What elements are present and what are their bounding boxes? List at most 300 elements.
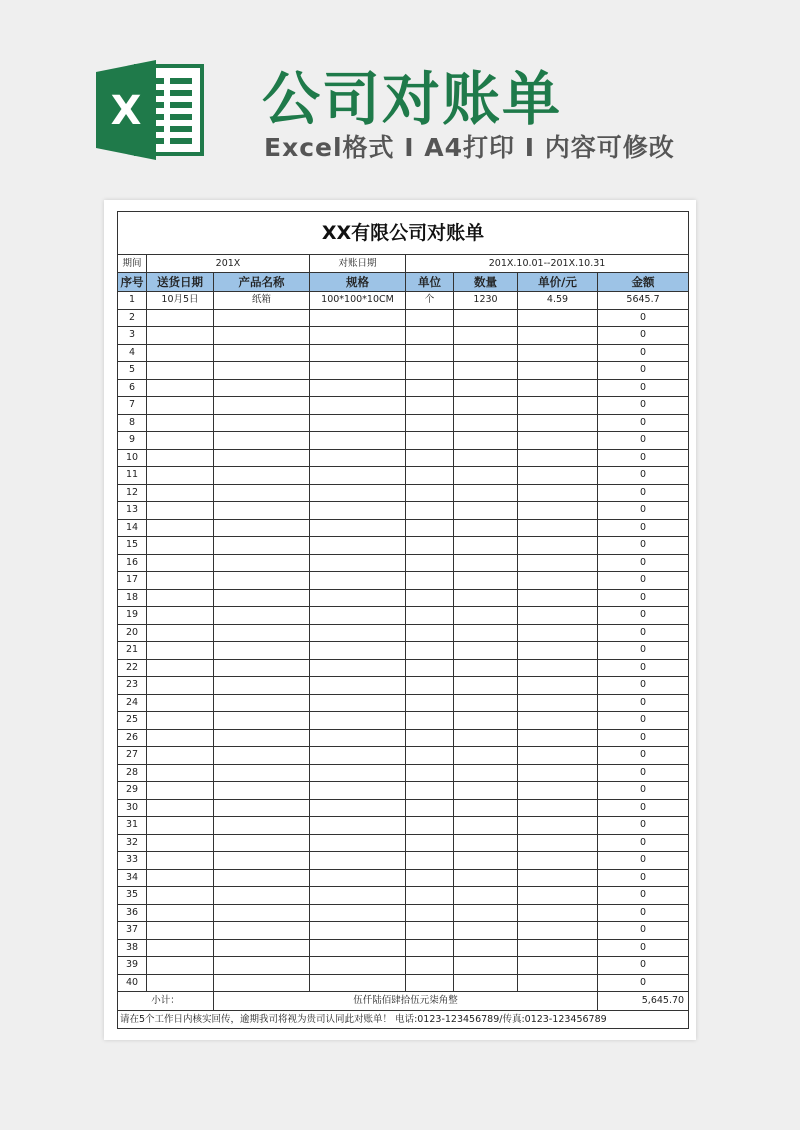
row-product[interactable] [214, 327, 310, 345]
row-product[interactable] [214, 974, 310, 992]
table-row [118, 974, 689, 992]
row-price[interactable] [518, 939, 598, 957]
row-product[interactable] [214, 397, 310, 415]
row-product[interactable] [214, 572, 310, 590]
row-unit[interactable] [406, 887, 454, 905]
row-spec[interactable] [310, 309, 406, 327]
row-unit[interactable] [406, 362, 454, 380]
page-header [0, 0, 800, 200]
row-date[interactable] [147, 589, 214, 607]
row-spec[interactable] [310, 607, 406, 625]
row-spec[interactable] [310, 344, 406, 362]
row-unit[interactable] [406, 607, 454, 625]
row-price[interactable] [518, 449, 598, 467]
row-spec[interactable] [310, 764, 406, 782]
row-date[interactable] [147, 484, 214, 502]
row-product[interactable] [214, 957, 310, 975]
row-date[interactable] [147, 397, 214, 415]
row-qty[interactable] [454, 309, 518, 327]
row-product[interactable] [214, 362, 310, 380]
row-amount: 0 [598, 379, 689, 397]
row-unit[interactable] [406, 939, 454, 957]
row-spec[interactable] [310, 817, 406, 835]
row-price[interactable] [518, 747, 598, 765]
row-price[interactable] [518, 712, 598, 730]
col-header-unit: 单位 [406, 273, 454, 292]
row-date[interactable] [147, 344, 214, 362]
row-date[interactable] [147, 957, 214, 975]
row-unit[interactable] [406, 397, 454, 415]
row-spec[interactable] [310, 467, 406, 485]
row-price[interactable] [518, 799, 598, 817]
sheet-title: XX有限公司对账单 [118, 212, 689, 255]
row-product[interactable] [214, 467, 310, 485]
row-product[interactable] [214, 414, 310, 432]
row-product[interactable] [214, 677, 310, 695]
row-price[interactable] [518, 537, 598, 555]
row-date[interactable] [147, 904, 214, 922]
row-spec[interactable] [310, 939, 406, 957]
row-qty[interactable] [454, 764, 518, 782]
row-date[interactable] [147, 537, 214, 555]
table-row [118, 922, 689, 940]
row-no: 27 [118, 747, 147, 765]
row-date[interactable] [147, 974, 214, 992]
row-product[interactable] [214, 712, 310, 730]
row-qty[interactable] [454, 467, 518, 485]
date-label: 对账日期 [310, 255, 406, 273]
table-row [118, 957, 689, 975]
row-spec[interactable] [310, 869, 406, 887]
row-spec[interactable] [310, 362, 406, 380]
row-unit[interactable] [406, 642, 454, 660]
row-spec[interactable] [310, 502, 406, 520]
row-product[interactable] [214, 729, 310, 747]
row-no: 22 [118, 659, 147, 677]
row-date[interactable] [147, 694, 214, 712]
table-row [118, 292, 689, 310]
row-product[interactable] [214, 869, 310, 887]
row-price[interactable] [518, 834, 598, 852]
row-no: 16 [118, 554, 147, 572]
row-qty[interactable] [454, 747, 518, 765]
row-price[interactable] [518, 397, 598, 415]
row-amount: 0 [598, 834, 689, 852]
row-qty[interactable] [454, 782, 518, 800]
row-unit[interactable] [406, 537, 454, 555]
row-spec[interactable] [310, 729, 406, 747]
row-date[interactable] [147, 379, 214, 397]
row-spec[interactable] [310, 327, 406, 345]
row-unit[interactable] [406, 852, 454, 870]
row-qty[interactable] [454, 449, 518, 467]
row-price[interactable] [518, 729, 598, 747]
row-date[interactable] [147, 659, 214, 677]
row-date[interactable] [147, 362, 214, 380]
row-unit[interactable] [406, 712, 454, 730]
row-product[interactable] [214, 432, 310, 450]
row-unit[interactable] [406, 729, 454, 747]
row-spec[interactable] [310, 432, 406, 450]
row-amount: 0 [598, 974, 689, 992]
row-qty[interactable] [454, 729, 518, 747]
row-price[interactable] [518, 782, 598, 800]
row-unit[interactable] [406, 957, 454, 975]
row-product[interactable] [214, 309, 310, 327]
row-spec[interactable] [310, 904, 406, 922]
row-product[interactable] [214, 922, 310, 940]
row-unit[interactable] [406, 659, 454, 677]
row-no: 23 [118, 677, 147, 695]
row-spec[interactable]: 100*100*10CM [310, 292, 406, 310]
table-row [118, 764, 689, 782]
row-unit[interactable] [406, 554, 454, 572]
row-price[interactable] [518, 379, 598, 397]
row-unit[interactable] [406, 817, 454, 835]
row-qty[interactable] [454, 432, 518, 450]
row-price[interactable] [518, 414, 598, 432]
row-qty[interactable] [454, 694, 518, 712]
row-unit[interactable]: 个 [406, 292, 454, 310]
row-spec[interactable] [310, 957, 406, 975]
row-product[interactable] [214, 589, 310, 607]
row-qty[interactable] [454, 397, 518, 415]
row-amount: 0 [598, 589, 689, 607]
row-qty[interactable] [454, 484, 518, 502]
row-spec[interactable] [310, 852, 406, 870]
row-product[interactable] [214, 817, 310, 835]
row-price[interactable] [518, 852, 598, 870]
row-price[interactable] [518, 694, 598, 712]
table-row [118, 344, 689, 362]
row-unit[interactable] [406, 502, 454, 520]
row-price[interactable] [518, 432, 598, 450]
row-qty[interactable] [454, 957, 518, 975]
row-unit[interactable] [406, 834, 454, 852]
table-row [118, 729, 689, 747]
row-qty[interactable] [454, 607, 518, 625]
row-date[interactable] [147, 572, 214, 590]
row-spec[interactable] [310, 379, 406, 397]
row-qty[interactable]: 1230 [454, 292, 518, 310]
row-spec[interactable] [310, 519, 406, 537]
row-qty[interactable] [454, 519, 518, 537]
row-date[interactable] [147, 467, 214, 485]
row-spec[interactable] [310, 554, 406, 572]
row-spec[interactable] [310, 694, 406, 712]
row-price[interactable] [518, 502, 598, 520]
page-title: 公司对账单 [262, 65, 563, 133]
col-header-qty: 数量 [454, 273, 518, 292]
row-amount: 5645.7 [598, 292, 689, 310]
row-product[interactable] [214, 379, 310, 397]
row-qty[interactable] [454, 327, 518, 345]
row-qty[interactable] [454, 362, 518, 380]
row-product[interactable] [214, 502, 310, 520]
row-product[interactable] [214, 554, 310, 572]
row-spec[interactable] [310, 397, 406, 415]
row-price[interactable] [518, 327, 598, 345]
row-product[interactable] [214, 642, 310, 660]
subtotal-row [118, 992, 689, 1011]
row-price[interactable] [518, 554, 598, 572]
row-no: 29 [118, 782, 147, 800]
row-price[interactable] [518, 484, 598, 502]
row-unit[interactable] [406, 694, 454, 712]
row-unit[interactable] [406, 589, 454, 607]
row-unit[interactable] [406, 379, 454, 397]
row-unit[interactable] [406, 414, 454, 432]
row-price[interactable] [518, 677, 598, 695]
row-amount: 0 [598, 554, 689, 572]
row-spec[interactable] [310, 449, 406, 467]
row-spec[interactable] [310, 642, 406, 660]
row-unit[interactable] [406, 624, 454, 642]
row-qty[interactable] [454, 712, 518, 730]
period-value[interactable]: 201X [147, 255, 310, 273]
row-product[interactable] [214, 449, 310, 467]
row-qty[interactable] [454, 379, 518, 397]
row-product[interactable] [214, 607, 310, 625]
row-date[interactable] [147, 624, 214, 642]
table-row [118, 432, 689, 450]
row-date[interactable] [147, 327, 214, 345]
row-product[interactable] [214, 694, 310, 712]
row-amount: 0 [598, 327, 689, 345]
row-unit[interactable] [406, 799, 454, 817]
row-qty[interactable] [454, 869, 518, 887]
row-spec[interactable] [310, 974, 406, 992]
row-amount: 0 [598, 467, 689, 485]
row-qty[interactable] [454, 554, 518, 572]
row-spec[interactable] [310, 537, 406, 555]
row-date[interactable] [147, 519, 214, 537]
table-row [118, 327, 689, 345]
row-price[interactable] [518, 467, 598, 485]
row-qty[interactable] [454, 922, 518, 940]
row-date[interactable] [147, 449, 214, 467]
row-price[interactable] [518, 607, 598, 625]
date-value[interactable]: 201X.10.01--201X.10.31 [406, 255, 689, 273]
row-product[interactable] [214, 834, 310, 852]
row-qty[interactable] [454, 537, 518, 555]
row-qty[interactable] [454, 624, 518, 642]
table-row [118, 677, 689, 695]
row-spec[interactable] [310, 572, 406, 590]
row-qty[interactable] [454, 572, 518, 590]
row-price[interactable] [518, 887, 598, 905]
row-spec[interactable] [310, 887, 406, 905]
row-qty[interactable] [454, 414, 518, 432]
row-amount: 0 [598, 922, 689, 940]
table-row [118, 799, 689, 817]
footer-note: 请在5个工作日内核实回传，逾期我司将视为贵司认同此对账单！ 电话:0123-123456789/传真:0123-123456789 [118, 1011, 689, 1029]
row-unit[interactable] [406, 344, 454, 362]
row-unit[interactable] [406, 974, 454, 992]
row-date[interactable] [147, 607, 214, 625]
row-date[interactable] [147, 747, 214, 765]
row-spec[interactable] [310, 799, 406, 817]
row-price[interactable] [518, 519, 598, 537]
row-qty[interactable] [454, 834, 518, 852]
row-unit[interactable] [406, 432, 454, 450]
row-no: 31 [118, 817, 147, 835]
row-product[interactable] [214, 852, 310, 870]
row-date[interactable] [147, 834, 214, 852]
row-product[interactable] [214, 537, 310, 555]
row-date[interactable] [147, 887, 214, 905]
row-product[interactable] [214, 764, 310, 782]
row-date[interactable] [147, 309, 214, 327]
row-unit[interactable] [406, 904, 454, 922]
row-spec[interactable] [310, 922, 406, 940]
row-unit[interactable] [406, 677, 454, 695]
row-date[interactable] [147, 869, 214, 887]
row-no: 15 [118, 537, 147, 555]
row-amount: 0 [598, 677, 689, 695]
statement-sheet [104, 200, 696, 1040]
row-date[interactable] [147, 554, 214, 572]
row-product[interactable] [214, 904, 310, 922]
row-date[interactable] [147, 817, 214, 835]
row-product[interactable]: 纸箱 [214, 292, 310, 310]
row-price[interactable] [518, 817, 598, 835]
table-row [118, 537, 689, 555]
row-no: 24 [118, 694, 147, 712]
table-row [118, 642, 689, 660]
table-row [118, 589, 689, 607]
col-header-product: 产品名称 [214, 273, 310, 292]
table-row [118, 397, 689, 415]
row-date[interactable] [147, 939, 214, 957]
row-spec[interactable] [310, 834, 406, 852]
row-spec[interactable] [310, 659, 406, 677]
row-qty[interactable] [454, 344, 518, 362]
row-price[interactable]: 4.59 [518, 292, 598, 310]
table-row [118, 379, 689, 397]
row-date[interactable] [147, 852, 214, 870]
row-date[interactable] [147, 712, 214, 730]
row-date[interactable] [147, 677, 214, 695]
row-spec[interactable] [310, 414, 406, 432]
row-price[interactable] [518, 904, 598, 922]
row-date[interactable] [147, 414, 214, 432]
row-no: 8 [118, 414, 147, 432]
row-price[interactable] [518, 957, 598, 975]
row-date[interactable] [147, 799, 214, 817]
row-qty[interactable] [454, 642, 518, 660]
row-spec[interactable] [310, 747, 406, 765]
row-unit[interactable] [406, 449, 454, 467]
row-unit[interactable] [406, 764, 454, 782]
row-price[interactable] [518, 974, 598, 992]
row-unit[interactable] [406, 484, 454, 502]
row-qty[interactable] [454, 817, 518, 835]
row-price[interactable] [518, 572, 598, 590]
row-date[interactable] [147, 764, 214, 782]
row-price[interactable] [518, 624, 598, 642]
row-unit[interactable] [406, 467, 454, 485]
row-spec[interactable] [310, 712, 406, 730]
row-price[interactable] [518, 869, 598, 887]
row-product[interactable] [214, 484, 310, 502]
row-qty[interactable] [454, 904, 518, 922]
row-amount: 0 [598, 309, 689, 327]
row-product[interactable] [214, 344, 310, 362]
row-price[interactable] [518, 764, 598, 782]
row-spec[interactable] [310, 484, 406, 502]
row-product[interactable] [214, 939, 310, 957]
row-product[interactable] [214, 887, 310, 905]
row-no: 37 [118, 922, 147, 940]
row-unit[interactable] [406, 869, 454, 887]
row-qty[interactable] [454, 677, 518, 695]
row-amount: 0 [598, 432, 689, 450]
row-date[interactable] [147, 922, 214, 940]
row-spec[interactable] [310, 624, 406, 642]
col-header-spec: 规格 [310, 273, 406, 292]
row-date[interactable] [147, 502, 214, 520]
row-unit[interactable] [406, 327, 454, 345]
row-no: 32 [118, 834, 147, 852]
row-date[interactable]: 10月5日 [147, 292, 214, 310]
row-price[interactable] [518, 589, 598, 607]
row-unit[interactable] [406, 922, 454, 940]
row-qty[interactable] [454, 974, 518, 992]
row-qty[interactable] [454, 852, 518, 870]
row-no: 36 [118, 904, 147, 922]
table-row [118, 624, 689, 642]
row-qty[interactable] [454, 799, 518, 817]
row-product[interactable] [214, 624, 310, 642]
row-no: 20 [118, 624, 147, 642]
row-no: 33 [118, 852, 147, 870]
row-price[interactable] [518, 344, 598, 362]
row-date[interactable] [147, 642, 214, 660]
row-product[interactable] [214, 519, 310, 537]
row-unit[interactable] [406, 309, 454, 327]
row-date[interactable] [147, 729, 214, 747]
row-unit[interactable] [406, 519, 454, 537]
row-no: 3 [118, 327, 147, 345]
row-spec[interactable] [310, 782, 406, 800]
row-product[interactable] [214, 659, 310, 677]
row-qty[interactable] [454, 887, 518, 905]
row-product[interactable] [214, 747, 310, 765]
row-date[interactable] [147, 782, 214, 800]
row-amount: 0 [598, 642, 689, 660]
row-amount: 0 [598, 397, 689, 415]
row-price[interactable] [518, 642, 598, 660]
row-qty[interactable] [454, 939, 518, 957]
row-qty[interactable] [454, 589, 518, 607]
row-unit[interactable] [406, 782, 454, 800]
row-price[interactable] [518, 659, 598, 677]
row-unit[interactable] [406, 747, 454, 765]
row-unit[interactable] [406, 572, 454, 590]
row-price[interactable] [518, 362, 598, 380]
row-qty[interactable] [454, 659, 518, 677]
row-date[interactable] [147, 432, 214, 450]
row-price[interactable] [518, 922, 598, 940]
row-price[interactable] [518, 309, 598, 327]
row-product[interactable] [214, 782, 310, 800]
row-product[interactable] [214, 799, 310, 817]
row-qty[interactable] [454, 502, 518, 520]
row-spec[interactable] [310, 589, 406, 607]
row-spec[interactable] [310, 677, 406, 695]
table-row [118, 782, 689, 800]
